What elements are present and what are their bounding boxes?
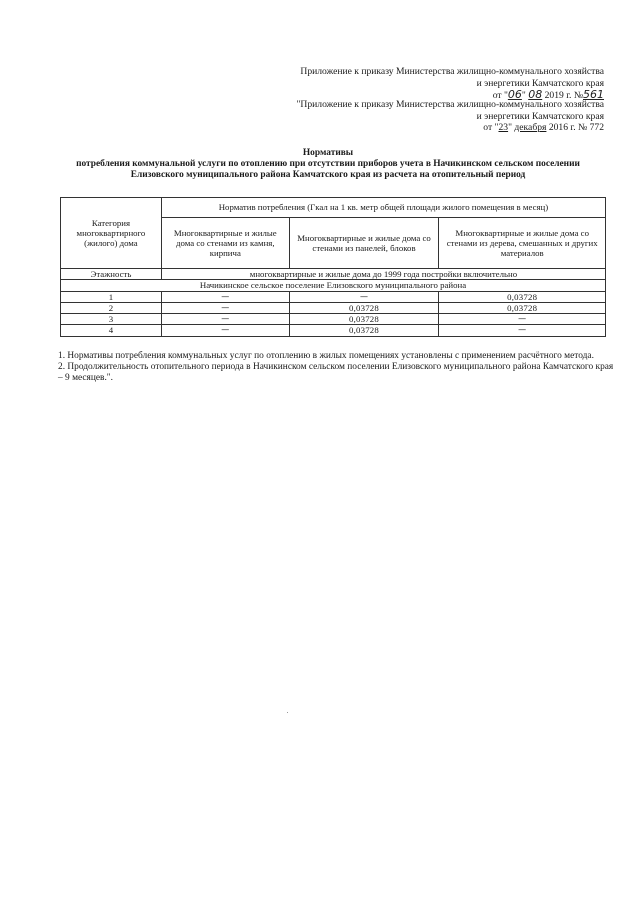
title-line2: потребления коммунальной услуги по отоплению при отсутствии приборов учета в Начикинском сельском поселении bbox=[76, 159, 580, 170]
current-appendix-date: от "06" 08 2019 г. №561 bbox=[492, 88, 604, 101]
floors-note: многоквартирные и жилые дома до 1999 года постройки включительно bbox=[161, 269, 605, 280]
title-line3: Елизовского муниципального района Камчатского края из расчета на отопительный период bbox=[130, 170, 526, 181]
table-row bbox=[61, 291, 606, 302]
panel-cell: 0,03728 bbox=[289, 302, 439, 313]
stone-cell: — bbox=[161, 314, 289, 325]
stone-cell: — bbox=[161, 325, 289, 336]
floors-label-row bbox=[61, 269, 606, 280]
panel-cell: 0,03728 bbox=[289, 325, 439, 336]
floors-label: Этажность bbox=[61, 269, 162, 280]
wood-cell: 0,03728 bbox=[439, 302, 606, 313]
note-2: 2. Продолжительность отопительного периода в Начикинском сельском поселении Елизовского муниципального района Камчатского края – 9 месяцев.". bbox=[58, 362, 614, 384]
norm-header: Норматив потребления (Гкал на 1 кв. метр общей площади жилого помещения в месяц) bbox=[161, 198, 605, 218]
handwritten-order-number: 561 bbox=[583, 88, 604, 101]
handwritten-month: 08 bbox=[528, 88, 543, 101]
col-header-panel: Многоквартирные и жилые дома со стенами из панелей, блоков bbox=[289, 218, 439, 269]
panel-cell: — bbox=[289, 291, 439, 302]
panel-cell: 0,03728 bbox=[289, 314, 439, 325]
current-appendix-header bbox=[300, 66, 604, 102]
col-header-stone: Многоквартирные и жилые дома со стенами из камня, кирпича bbox=[161, 218, 289, 269]
table-row bbox=[61, 302, 606, 313]
table-row bbox=[61, 314, 606, 325]
title-line1: Нормативы bbox=[302, 148, 354, 158]
previous-day: 23 bbox=[498, 122, 509, 133]
current-appendix-line2: и энергетики Камчатского края bbox=[476, 77, 604, 89]
handwritten-day: 06 bbox=[507, 88, 522, 101]
stone-cell: — bbox=[161, 302, 289, 313]
stone-cell: — bbox=[161, 291, 289, 302]
table-row bbox=[61, 325, 606, 336]
floors-cell: 3 bbox=[61, 314, 162, 325]
current-appendix-line1: Приложение к приказу Министерства жилищно-коммунального хозяйства bbox=[300, 66, 604, 77]
table-header-row bbox=[61, 198, 606, 218]
note-1: 1. Нормативы потребления коммунальных услуг по отоплению в жилых помещениях установлены с применением расчётного метода. bbox=[58, 351, 594, 361]
settlement-name: Начикинское сельское поселение Елизовского муниципального района bbox=[61, 280, 606, 291]
scan-speck bbox=[287, 712, 288, 713]
norms-table bbox=[60, 197, 606, 337]
wood-cell: — bbox=[439, 314, 606, 325]
settlement-row bbox=[61, 280, 606, 291]
floors-cell: 1 bbox=[61, 291, 162, 302]
category-header: Категория многоквартирного (жилого) дома bbox=[61, 198, 162, 269]
footnotes bbox=[58, 351, 618, 385]
previous-appendix-line2: и энергетики Камчатского края bbox=[476, 110, 604, 122]
previous-appendix-header bbox=[297, 99, 605, 134]
wood-cell: 0,03728 bbox=[439, 291, 606, 302]
previous-appendix-line1: "Приложение к приказу Министерства жилищно-коммунального хозяйства bbox=[296, 99, 604, 110]
floors-cell: 2 bbox=[61, 302, 162, 313]
previous-appendix-date: от "23" декабря 2016 г. № 772 bbox=[483, 122, 604, 133]
previous-month: декабря bbox=[514, 122, 547, 133]
floors-cell: 4 bbox=[61, 325, 162, 336]
document-title bbox=[48, 148, 608, 182]
col-header-wood: Многоквартирные и жилые дома со стенами из дерева, смешанных и других материалов bbox=[439, 218, 606, 269]
wood-cell: — bbox=[439, 325, 606, 336]
